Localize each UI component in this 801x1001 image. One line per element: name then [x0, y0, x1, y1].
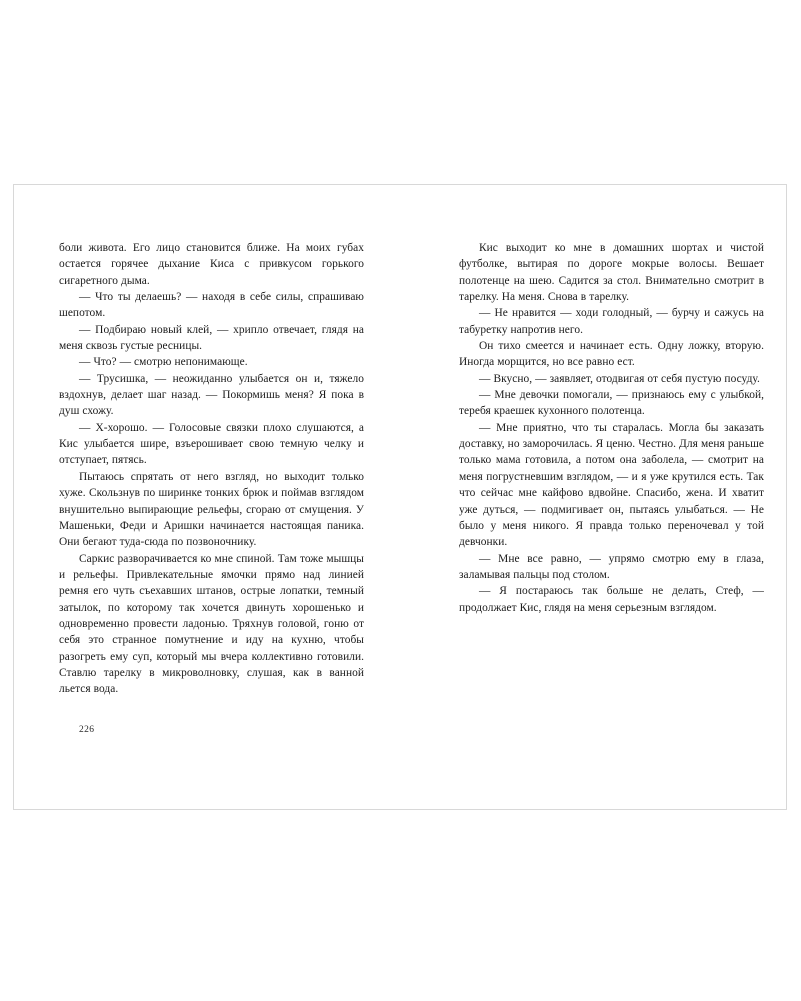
paragraph: Кис выходит ко мне в домашних шортах и чистой футболке, вытирая по дороге мокрые волосы. Вешает полотенце на шею. Садится за стол. Внимательно смотрит в тарелку. На меня. Снова в тарелку.: [459, 242, 764, 304]
paragraph: — Не нравится — ходи голодный, — бурчу и сажусь на табуретку напротив него.: [459, 307, 764, 336]
paragraph: — Мне девочки помогали, — признаюсь ему с улыбкой, теребя краешек кухонного полотенца.: [459, 389, 764, 418]
paragraph: — Подбираю новый клей, — хрипло отвечает, глядя на меня сквозь густые ресницы.: [59, 323, 364, 353]
page-right-text-column: [459, 240, 764, 616]
paragraph: — Что? — смотрю непонимающе.: [79, 356, 248, 369]
paragraph: — Мне приятно, что ты старалась. Могла бы заказать доставку, но заморочилась. Я ценю. Честно. Для меня раньше только мама готовила, а потом она заболела, — смотрит на меня погрустневшим взглядом, — и я уже крутился есть. Так что сейчас мне кайфово вдвойне. Спасибо, жена. И хватит уже дуться, — подмигивает он, пытаясь улыбаться. — Не было у меня никого. Я правда только переночевал у той девчонки.: [459, 421, 764, 549]
paragraph: — Мне все равно, — упрямо смотрю ему в глаза, заламывая пальцы под столом.: [459, 552, 764, 581]
paragraph: — Вкусно, — заявляет, отодвигая от себя пустую посуду.: [479, 372, 760, 385]
paragraph: Пытаюсь спрятать от него взгляд, но выходит только хуже. Скользнув по ширинке тонких брюк и поймав взглядом внушительно выпирающие рельефы, сгораю от смущения. У Машеньки, Феди и Аришки начинается настоящая паника. Они бегают туда-сюда по позвоночнику.: [59, 470, 364, 549]
paragraph: Он тихо смеется и начинает есть. Одну ложку, вторую. Иногда морщится, но все равно ест.: [459, 340, 764, 369]
page-number: 226: [79, 725, 95, 735]
book-spread-frame: [13, 184, 787, 810]
page-left-text-column: [59, 240, 364, 698]
paragraph: боли живота. Его лицо становится ближе. На моих губах остается горячее дыхание Киса с привкусом горького сигаретного дыма.: [59, 242, 364, 287]
paragraph: — Что ты делаешь? — находя в себе силы, спрашиваю шепотом.: [59, 291, 364, 320]
paragraph: — Я постараюсь так больше не делать, Стеф, — продолжает Кис, глядя на меня серьезным взглядом.: [459, 585, 764, 614]
paragraph: Саркис разворачивается ко мне спиной. Там тоже мышцы и рельефы. Привлекательные ямочки прямо над линией ремня его чуть съехавших штанов, острые лопатки, темный затылок, по которому так хочется двинуть хорошенько и одновременно провести ладонью. Тряхнув головой, гоню от себя это странное помутнение и иду на кухню, чтобы разогреть ему суп, который мы вчера коллективно готовили. Ставлю тарелку в микроволновку, слушая, как в ванной льется вода.: [59, 552, 364, 696]
book-spread: [14, 185, 786, 809]
page-right: [404, 185, 801, 809]
paragraph: — Трусишка, — неожиданно улыбается он и, тяжело вздохнув, делает шаг назад. — Покормишь меня? Я пока в душ схожу.: [59, 372, 364, 418]
page-left: [14, 185, 404, 809]
paragraph: — Х-хорошо. — Голосовые связки плохо слушаются, а Кис улыбается шире, взъерошивает свою темную челку и отступает, пятясь.: [59, 421, 364, 467]
